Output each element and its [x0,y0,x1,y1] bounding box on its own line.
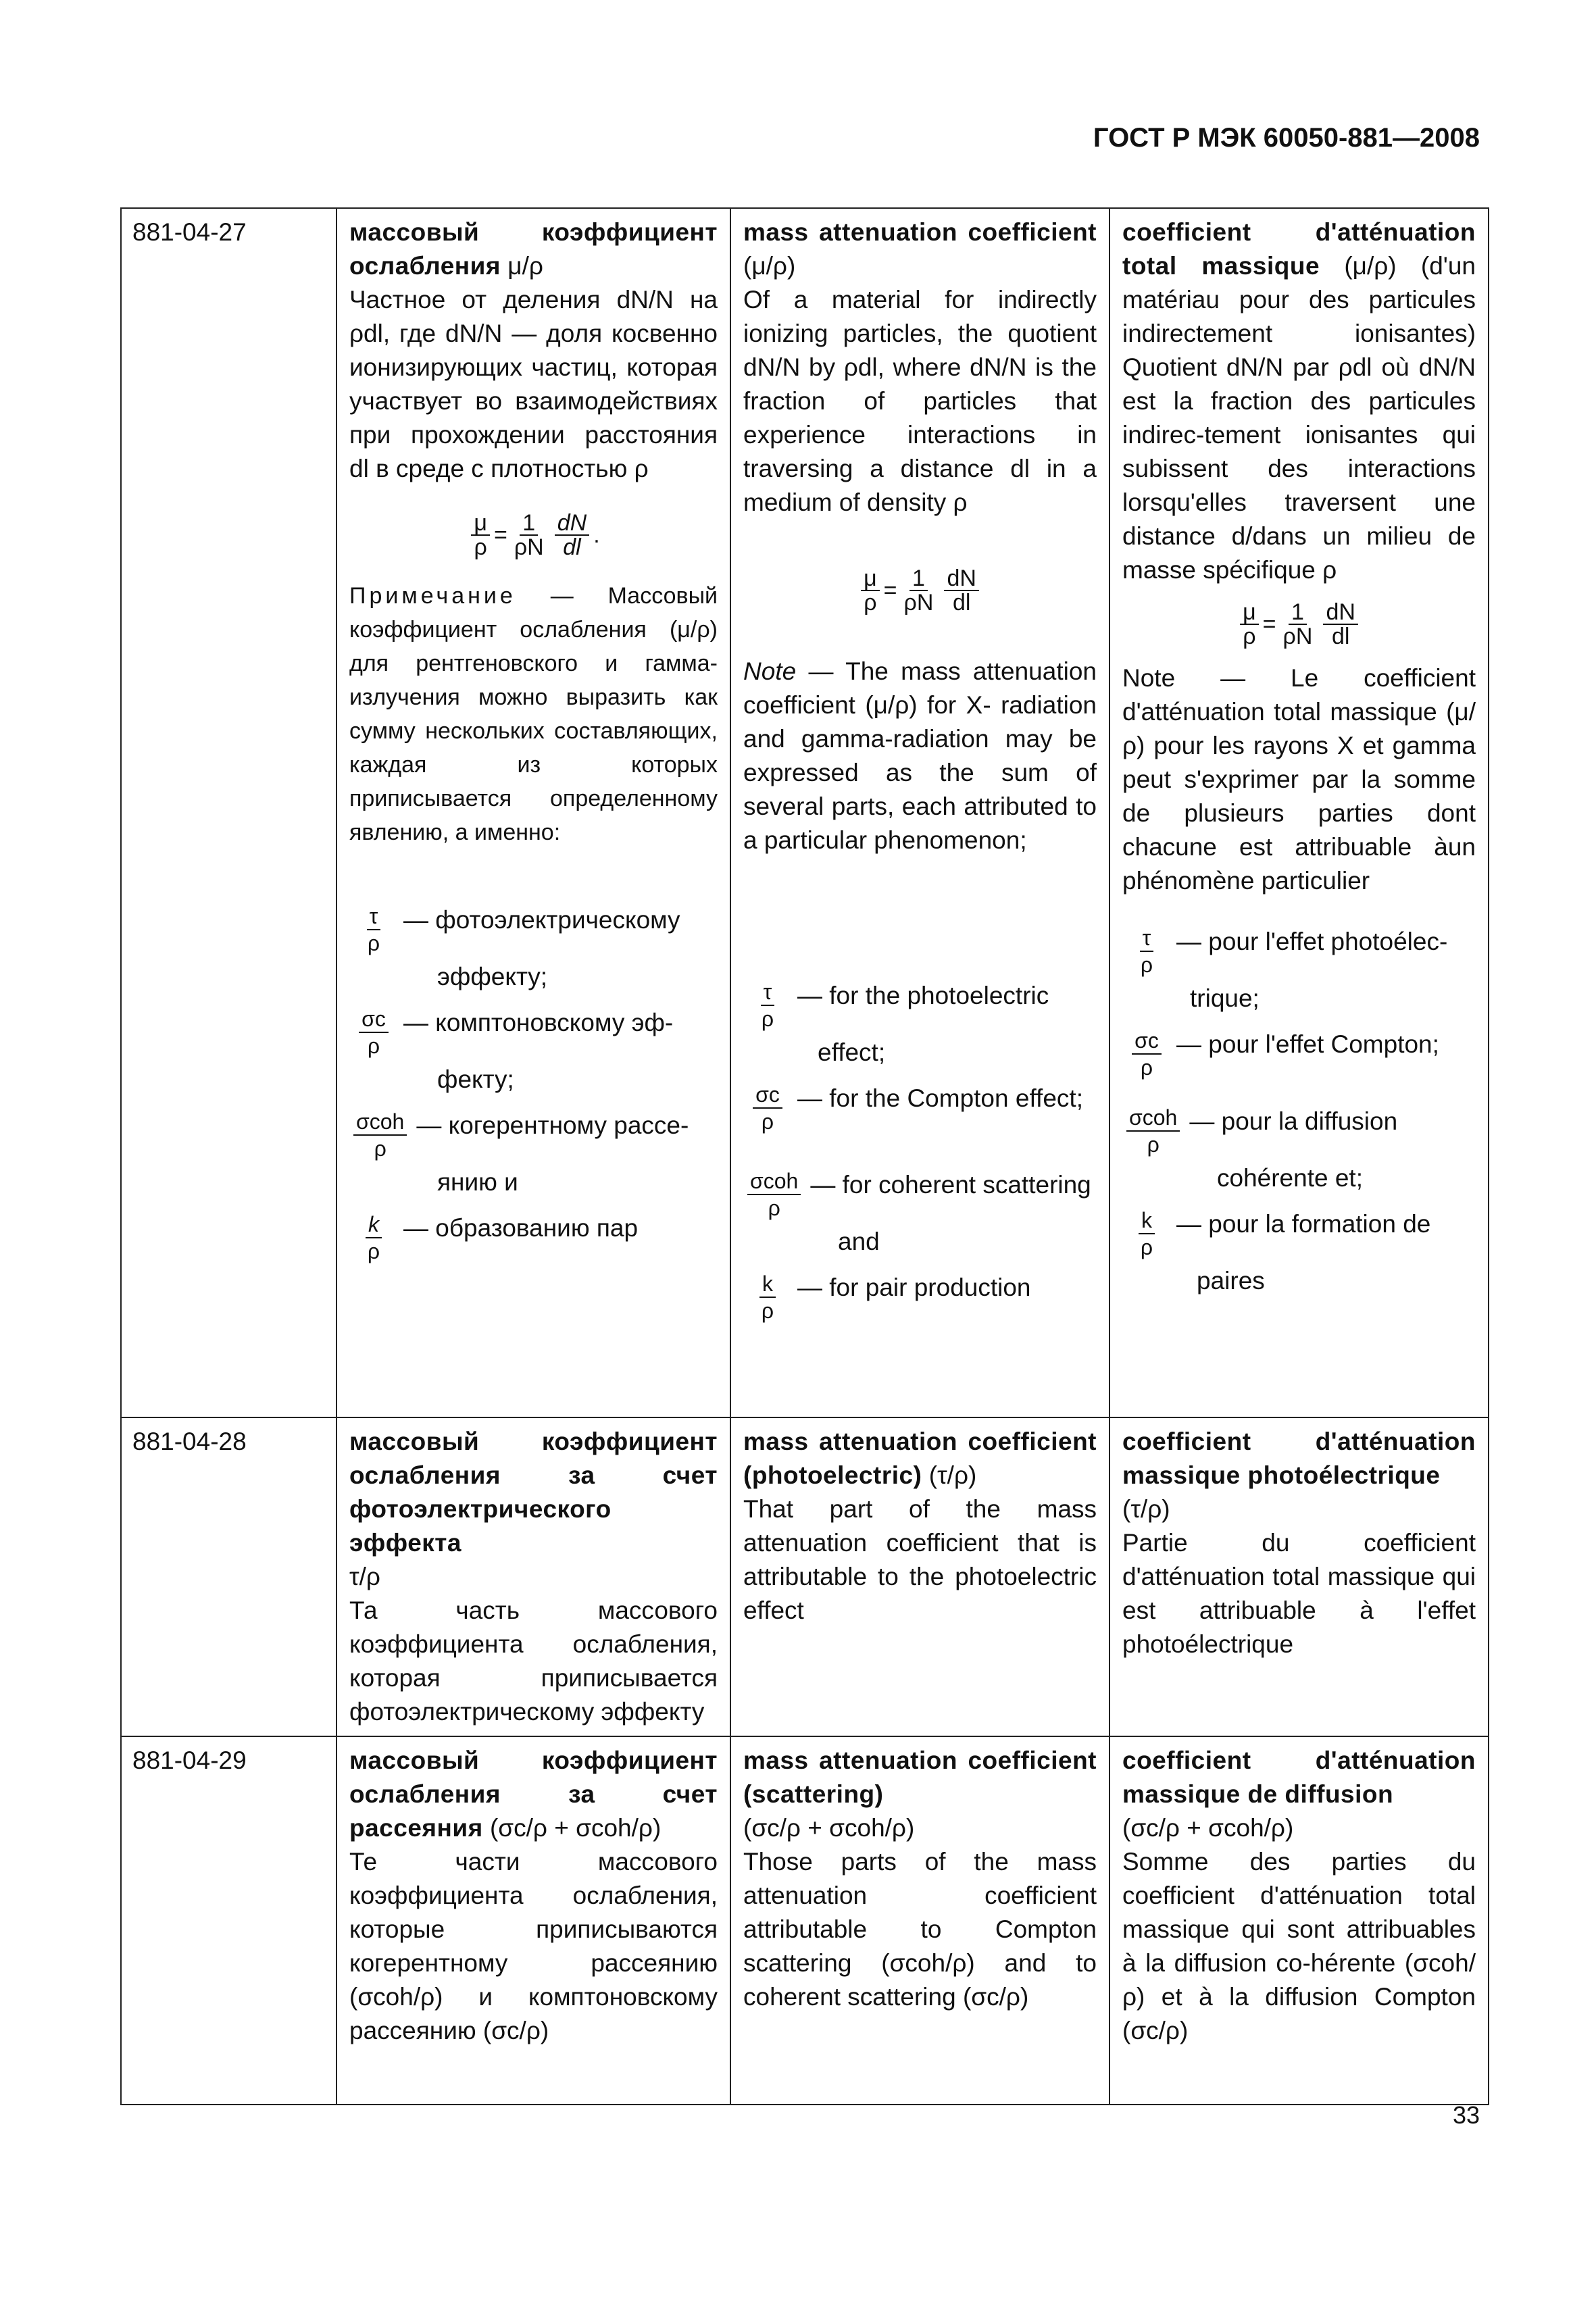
fr-formula: $\frac{\mu}{\rho}$ = $\frac{1}{\rho N}$ $\frac{dN}{dl}$ [1122,601,1476,648]
en-term: mass attenuation coefficient (scattering) [743,1746,1097,1808]
en-symbol: (μ/ρ) [743,252,796,280]
ru-cell [336,1417,730,1736]
fr-symbol: (μ/ρ) (d'un [1344,252,1476,280]
fr-cell [1109,1736,1489,2105]
ru-symbol: (σc/ρ + σcoh/ρ) [489,1814,662,1842]
fr-note: — Le coefficient d'atténuation total massique (μ/ρ) pour les rayons X et gamma peut s'exprimer par la somme de plusieurs parties dont chacune est attribuable àun phénomène particulier [1122,664,1476,895]
fr-term: coefficient d'atténuation massique de diffusion [1122,1746,1476,1808]
fr-component: $\frac{\tau}{\rho}$ — pour l'effet photoélec- [1140,926,1448,977]
ru-note: — Массовый коэффициент ослабления (μ/ρ) для рентгеновского и гамма-излучения можно выразить как сумму нескольких составляющих, каждая из которых приписывается определенному явлению, а именно: [349,583,718,845]
fr-component: $\frac{\text{σcoh}}{\rho}$ — pour la diffusion [1122,1105,1476,1157]
ru-definition: Та часть массового коэффициента ослабления, которая приписывается фотоэлектрическому эффекту [349,1596,718,1726]
table-row [121,1417,1489,1736]
fr-symbol: (σc/ρ + σcoh/ρ) [1122,1814,1294,1842]
ru-cell: массовый коэффициент ослабления μ/ρ Частное от деления dN/N на ρdl, где dN/N — доля косвенно ионизирующих частиц, которая участвует во взаимодействиях при прохождении расстояния dl в среде с плотностью ρ $\frac{\mu}{\rho}$ = $\frac{1}{\rho N}$ $\frac{dN}{dl}$ . Примечание — Массовый коэффициент ослабления (μ/ρ) для рентгеновского и гамма-излучения можно выразить как сумму нескольких составляющих, каждая из которых приписывается определенному явлению, а именно: $\frac{\tau}{\rho}$ — фотоэлектрическому эффекту; $\frac{\sigma c}{\rho}$ — комптоновскому эф- фекту; $\frac{\text{σcoh}}{\rho}$ — когерентному рассе- янию и $\frac{k}{\rho}$ — образованию пар [336,208,730,1417]
en-term: mass attenuation coefficient (photoelectric) [743,1428,1097,1489]
en-term: mass attenuation coefficient [743,218,1097,246]
fr-symbol: (τ/ρ) [1122,1495,1170,1523]
en-definition: Of a material for indirectly ionizing particles, the quotient dN/N by ρdl, where dN/N is the fraction of particles that experience interactions in traversing a distance dl in a medium of density ρ [743,286,1097,516]
en-definition: Those parts of the mass attenuation coefficient attributable to Compton scattering (σcoh/ρ) and to coherent scattering (σc/ρ) [743,1848,1097,2011]
term-id: 881-04-28 [121,1417,336,1736]
en-component: $\frac{\sigma c}{\rho}$ — for the Compton effect; [743,1082,1097,1134]
fr-definition: Somme des parties du coefficient d'atténuation total massique qui sont attribuables à la diffusion co-hérente (σcoh/ρ) et à la diffusion Compton (σc/ρ) [1122,1848,1476,2044]
en-component: $\frac{\text{σcoh}}{\rho}$ — for coherent scattering [743,1168,1097,1221]
ru-symbol: μ/ρ [507,252,543,280]
ru-component: $\frac{k}{\rho}$ — образованию пар [349,1211,718,1264]
fr-note-label: Note [1122,664,1176,692]
ru-definition: Частное от деления dN/N на ρdl, где dN/N — доля косвенно ионизирующих частиц, которая участвует во взаимодействиях при прохождении расстояния dl в среде с плотностью ρ [349,286,718,482]
en-symbol: (σc/ρ + σcoh/ρ) [743,1814,915,1842]
table-row [121,1736,1489,2105]
terms-table [120,207,1489,2105]
fr-component: $\frac{\sigma c}{\rho}$ — pour l'effet Compton; [1122,1028,1476,1080]
fr-cell: coefficient d'atténuation total massique (μ/ρ) (d'un matériau pour des particules indirectement ionisantes) Quotient dN/N par ρdl où dN/N est la fraction des particules indirec-tement ionisantes qui subissent des interactions lorsqu'elles traversent une distance d/dans un milieu de masse spécifique ρ $\frac{\mu}{\rho}$ = $\frac{1}{\rho N}$ $\frac{dN}{dl}$ Note — Le coefficient d'atténuation total massique (μ/ρ) pour les rayons X et gamma peut s'exprimer par la somme de plusieurs parties dont chacune est attribuable àun phénomène particulier $\frac{\tau}{\rho}$ — pour l'effet photoélec- trique; $\frac{\sigma c}{\rho}$ — pour l'effet Compton; $\frac{\text{σcoh}}{\rho}$ — pour la diffusion cohérente et; $\frac{k}{\rho}$ — pour la formation de paires [1109,208,1489,1417]
ru-definition: Те части массового коэффициента ослабления, которые приписываются когерентному рассеянию (σcoh/ρ) и комптоновскому рассеянию (σc/ρ) [349,1848,718,2044]
fr-component: $\frac{k}{\rho}$ — pour la formation de [1122,1207,1476,1260]
en-component: $\frac{k}{\rho}$ — for pair production [743,1271,1097,1324]
en-definition: That part of the mass attenuation coefficient that is attributable to the photoelectric effect [743,1495,1097,1624]
en-note-label: Note [743,657,797,685]
page-number: 33 [1452,2101,1480,2129]
fr-cell [1109,1417,1489,1736]
table-row [121,208,1489,1417]
fr-definition: Partie du coefficient d'atténuation total massique qui est attribuable à l'effet photoélectrique [1122,1529,1476,1658]
ru-term: массовый коэффициент ослабления за счет рассеяния [349,1746,718,1842]
ru-component: $\frac{\sigma c}{\rho}$ — комптоновскому эф- [349,1006,718,1059]
en-formula: $\frac{\mu}{\rho}$ = $\frac{1}{\rho N}$ $\frac{dN}{dl}$ [743,567,1097,614]
ru-term: массовый коэффициент ослабления [349,218,718,280]
ru-component: $\frac{\tau}{\rho}$ — фотоэлектрическому [367,904,680,955]
ru-component: $\frac{\text{σcoh}}{\rho}$ — когерентному рассе- [349,1109,718,1161]
standard-header: ГОСТ Р МЭК 60050-881—2008 [1093,123,1480,153]
term-id: 881-04-27 [121,208,336,1417]
en-component: $\frac{\tau}{\rho}$ — for the photoelectric [761,980,1049,1031]
fr-definition: matériau pour des particules indirectement ionisantes) Quotient dN/N par ρdl où dN/N est la fraction des particules indirec-tement ionisantes qui subissent des interactions lorsqu'elles traversent une distance d/dans un milieu de masse spécifique ρ [1122,286,1476,584]
ru-formula: $\frac{\mu}{\rho}$ = $\frac{1}{\rho N}$ $\frac{dN}{dl}$ . [349,511,718,559]
ru-symbol: τ/ρ [349,1563,380,1590]
term-id: 881-04-29 [121,1736,336,2105]
en-cell [730,1417,1109,1736]
en-cell [730,1736,1109,2105]
fr-term: coefficient d'atténuation total massique [1122,218,1476,280]
ru-term: массовый коэффициент ослабления за счет фотоэлектрического эффекта [349,1428,718,1557]
ru-note-label: Примечание [349,583,516,609]
ru-cell [336,1736,730,2105]
en-cell: mass attenuation coefficient (μ/ρ) Of a material for indirectly ionizing particles, the quotient dN/N by ρdl, where dN/N is the fraction of particles that experience interactions in traversing a distance dl in a medium of density ρ $\frac{\mu}{\rho}$ = $\frac{1}{\rho N}$ $\frac{dN}{dl}$ Note — The mass attenuation coefficient (μ/ρ) for X- radiation and gamma-radiation may be expressed as the sum of several parts, each attributed to a particular phenomenon; $\frac{\tau}{\rho}$ — for the photoelectric effect; $\frac{\sigma c}{\rho}$ — for the Compton effect; $\frac{\text{σcoh}}{\rho}$ — for coherent scattering and $\frac{k}{\rho}$ — for pair production [730,208,1109,1417]
en-symbol: (τ/ρ) [928,1461,977,1489]
fr-term: coefficient d'atténuation massique photoélectrique [1122,1428,1476,1489]
en-note: — The mass attenuation coefficient (μ/ρ) for X- radiation and gamma-radiation may be expressed as the sum of several parts, each attributed to a particular phenomenon; [743,657,1097,854]
